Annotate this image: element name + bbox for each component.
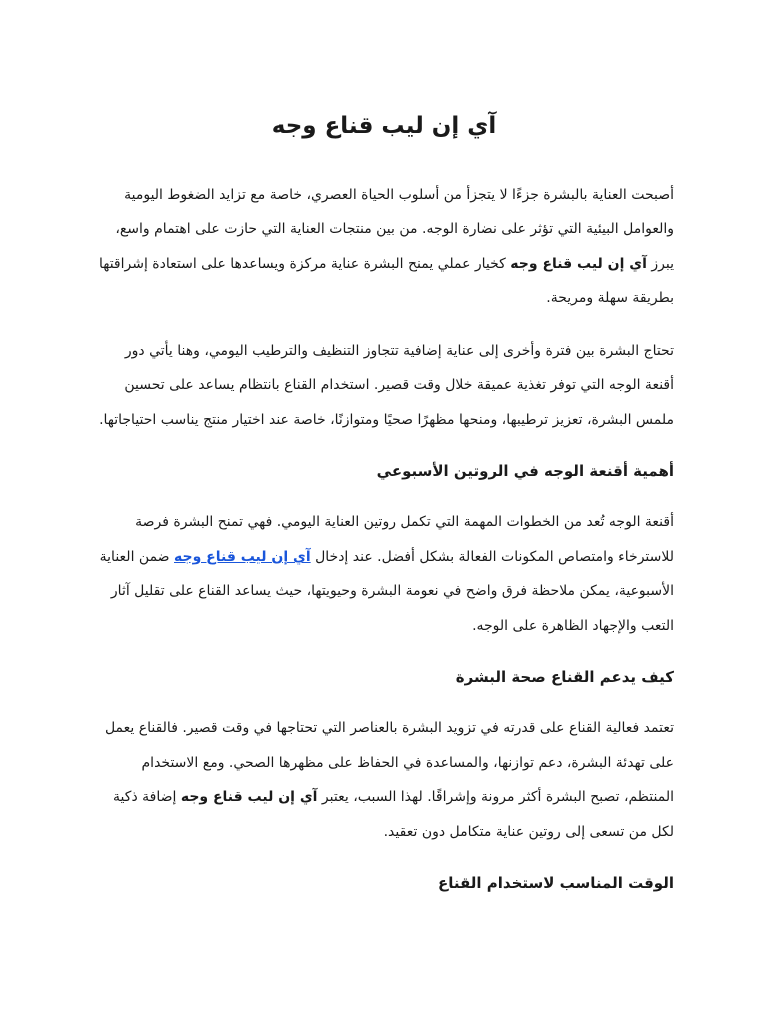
support-keyword: آي إن ليب قناع وجه: [180, 789, 318, 806]
section-heading-support: كيف يدعم القناع صحة البشرة: [455, 668, 674, 687]
importance-paragraph: [94, 505, 674, 643]
section-heading-timing: الوقت المناسب لاستخدام القناع: [438, 874, 674, 893]
support-paragraph: [94, 711, 674, 849]
importance-text-end: ضمن العناية الأسبوعية، يمكن ملاحظة فرق واضح في نعومة البشرة وحيويتها، حيث يساعد القناع على تقليل آثار التعب والإجهاد الظاهرة على الوجه.: [99, 548, 674, 634]
section-heading-importance: أهمية أقنعة الوجه في الروتين الأسبوعي: [376, 462, 674, 481]
importance-text-start: أقنعة الوجه تُعد من الخطوات المهمة التي تكمل روتين العناية اليومي. فهي تمنح البشرة فرصة للاسترخاء وامتصاص المكونات الفعالة بشكل أفضل. عند إدخال: [135, 514, 674, 565]
intro-text-start: أصبحت العناية بالبشرة جزءًا لا يتجزأ من أسلوب الحياة العصري، خاصة مع تزايد الضغوط اليومية والعوامل البيئية التي تؤثر على نضارة الوجه. من بين منتجات العناية التي حازت على اهتمام واسع، يبرز: [115, 186, 674, 272]
intro-keyword: آي إن ليب قناع وجه: [510, 255, 647, 272]
support-text-start: تعتمد فعالية القناع على قدرته في تزويد البشرة بالعناصر التي تحتاجها في وقت قصير. فالقناع يعمل على تهدئة البشرة، دعم توازنها، والمساعدة في الحفاظ على مظهرها الصحي. ومع الاستخدام المنتظم، تصبح البشرة أكثر مرونة وإشراقًا. لهذا السبب، يعتبر: [104, 720, 674, 806]
intro-paragraph: [94, 178, 674, 316]
support-text-end: إضافة ذكية لكل من تسعى إلى روتين عناية متكامل دون تعقيد.: [113, 789, 674, 840]
page-title: آي إن ليب قناع وجه: [271, 113, 497, 139]
intro-text-end: كخيار عملي يمنح البشرة عناية مركزة ويساعدها على استعادة إشراقتها بطريقة سهلة ومريحة.: [98, 255, 674, 307]
need-paragraph: تحتاج البشرة بين فترة وأخرى إلى عناية إضافية تتجاوز التنظيف والترطيب اليومي، وهنا يأتي دور أقنعة الوجه التي توفر تغذية عميقة خلال وقت قصير. استخدام القناع بانتظام يساعد على تحسين ملمس البشرة، تعزيز ترطيبها، ومنحها مظهرًا صحيًا ومتوازنًا، خاصة عند اختيار منتج يناسب احتياجاتها.: [99, 342, 674, 428]
keyword-link[interactable]: آي إن ليب قناع وجه: [174, 548, 311, 565]
